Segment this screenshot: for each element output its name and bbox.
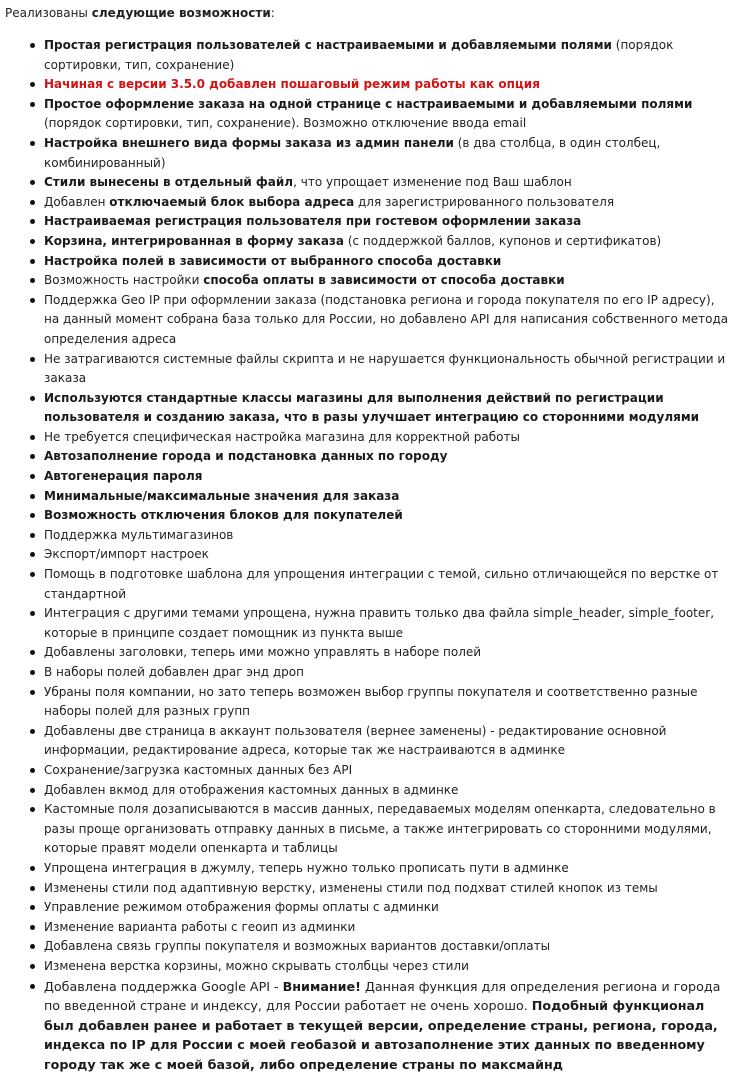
- bullet-icon: [30, 454, 35, 459]
- bullet-icon: [30, 533, 35, 538]
- feature-item: [26, 879, 731, 899]
- bullet-icon: [30, 611, 35, 616]
- feature-list: [26, 36, 731, 1074]
- feature-item: [26, 526, 731, 546]
- intro-text: [5, 5, 275, 21]
- feature-text: (в два столбца, в один столбец, комбинированный): [44, 136, 660, 170]
- feature-text: Добавлена поддержка Google API -: [44, 979, 283, 994]
- feature-text: Добавлены две страница в аккаунт пользователя (вернее заменены) - редактирование основной информации, редактирование адреса, которые так же настраиваются в админке: [44, 724, 666, 758]
- bullet-icon: [30, 494, 35, 499]
- feature-item: [26, 291, 731, 350]
- bullet-icon: [30, 670, 35, 675]
- bullet-icon: [30, 102, 35, 107]
- feature-item: [26, 859, 731, 879]
- feature-item: [26, 134, 731, 173]
- feature-item: [26, 604, 731, 643]
- bullet-icon: [30, 298, 35, 303]
- feature-item: [26, 918, 731, 938]
- feature-text: Изменена верстка корзины, можно скрывать столбцы через стили: [44, 959, 469, 973]
- feature-item: [26, 173, 731, 193]
- intro-emphasis: следующие возможности: [92, 6, 271, 20]
- feature-item: [26, 36, 731, 75]
- feature-item: [26, 75, 731, 95]
- feature-text: Добавлен вкмод для отображения кастомных данных в админке: [44, 783, 458, 797]
- bullet-icon: [30, 768, 35, 773]
- feature-bold-text: Возможность отключения блоков для покупателей: [44, 508, 403, 522]
- feature-text: Добавлены заголовки, теперь ими можно управлять в наборе полей: [44, 645, 481, 659]
- feature-text: Управление режимом отображения формы оплаты с админки: [44, 900, 439, 914]
- feature-bold-text: Простая регистрация пользователей с настраиваемыми и добавляемыми полями: [44, 38, 612, 52]
- feature-item: [26, 683, 731, 722]
- bullet-icon: [30, 43, 35, 48]
- feature-text: Поддержка мультимагазинов: [44, 528, 233, 542]
- feature-bold-text: способа оплаты в зависимости от способа доставки: [203, 273, 564, 287]
- feature-item: [26, 271, 731, 291]
- feature-text: Не требуется специфическая настройка магазина для корректной работы: [44, 430, 520, 444]
- feature-bold-text: Автозаполнение города и подстановка данных по городу: [44, 449, 447, 463]
- feature-text: В наборы полей добавлен драг энд дроп: [44, 665, 304, 679]
- feature-item: [26, 663, 731, 683]
- feature-text: (порядок сортировки, тип, сохранение): [44, 38, 673, 72]
- bullet-icon: [30, 925, 35, 930]
- feature-item: [26, 722, 731, 761]
- feature-bold-text: Минимальные/максимальные значения для заказа: [44, 489, 399, 503]
- feature-item: [26, 487, 731, 507]
- feature-item: [26, 193, 731, 213]
- bullet-icon: [30, 650, 35, 655]
- bullet-icon: [30, 788, 35, 793]
- feature-highlight-text: Начиная с версии 3.5.0 добавлен пошаговый режим работы как опция: [44, 77, 540, 91]
- feature-text: Изменение варианта работы с геоип из админки: [44, 920, 355, 934]
- bullet-icon: [30, 219, 35, 224]
- bullet-icon: [30, 552, 35, 557]
- feature-bold-text: Автогенерация пароля: [44, 469, 203, 483]
- feature-text: Поддержка Geo IP при оформлении заказа (подстановка региона и города покупателя по его IP адресу), на данный момент собрана база только для России, но добавлено API для написания собственного метода определения адреса: [44, 293, 728, 346]
- bullet-icon: [30, 513, 35, 518]
- feature-item: [26, 761, 731, 781]
- feature-item: [26, 977, 731, 1074]
- bullet-icon: [30, 690, 35, 695]
- feature-item: [26, 447, 731, 467]
- bullet-icon: [30, 729, 35, 734]
- feature-item: [26, 957, 731, 977]
- feature-item: [26, 643, 731, 663]
- feature-item: [26, 252, 731, 272]
- feature-text: для зарегистрированного пользователя: [354, 195, 614, 209]
- bullet-icon: [30, 886, 35, 891]
- feature-text: Экспорт/импорт настроек: [44, 547, 209, 561]
- feature-item: [26, 800, 731, 859]
- bullet-icon: [30, 572, 35, 577]
- feature-item: [26, 232, 731, 252]
- feature-bold-text: Используются стандартные классы магазины для выполнения действий по регистрации пользователя и созданию заказа, что в разы улучшает интеграцию со сторонними модулями: [44, 391, 699, 425]
- feature-bold-text: Настройка полей в зависимости от выбранного способа доставки: [44, 254, 501, 268]
- feature-text: (порядок сортировки, тип, сохранение). Возможно отключение ввода email: [44, 116, 526, 130]
- feature-text: Возможность настройки: [44, 273, 203, 287]
- feature-item: [26, 428, 731, 448]
- feature-text: (с поддержкой баллов, купонов и сертификатов): [344, 234, 661, 248]
- bullet-icon: [30, 278, 35, 283]
- feature-text: Добавлена связь группы покупателя и возможных вариантов доставки/оплаты: [44, 939, 550, 953]
- bullet-icon: [30, 866, 35, 871]
- feature-bold-text: Настраиваемая регистрация пользователя при гостевом оформлении заказа: [44, 214, 581, 228]
- feature-item: [26, 467, 731, 487]
- feature-bold-text: Корзина, интегрированная в форму заказа: [44, 234, 344, 248]
- feature-text: Интеграция с другими темами упрощена, нужна править только два файла simple_header, simple_footer, которые в принципе создает помощник из пункта выше: [44, 606, 714, 640]
- bullet-icon: [30, 905, 35, 910]
- feature-bold-text: отключаемый блок выбора адреса: [109, 195, 354, 209]
- feature-item: [26, 389, 731, 428]
- feature-item: [26, 95, 731, 134]
- bullet-icon: [30, 82, 35, 87]
- feature-item: [26, 565, 731, 604]
- feature-text: Кастомные поля дозаписываются в массив данных, передаваемых моделям опенкарта, следовательно в разы проще организовать отправку данных в письме, а также интегрировать со сторонними модулями, которые правят модели опенкарта и таблицы: [44, 802, 716, 855]
- bullet-icon: [30, 180, 35, 185]
- feature-text: Сохранение/загрузка кастомных данных без API: [44, 763, 352, 777]
- feature-item: [26, 781, 731, 801]
- feature-item: [26, 898, 731, 918]
- feature-item: [26, 506, 731, 526]
- bullet-icon: [30, 435, 35, 440]
- feature-text: Данная функция для определения региона и города по введенной стране и индексу, для России работает не очень хорошо.: [44, 979, 720, 1014]
- feature-item: [26, 212, 731, 232]
- bullet-icon: [30, 259, 35, 264]
- feature-text: , что упрощает изменение под Ваш шаблон: [293, 175, 572, 189]
- feature-text: Не затрагиваются системные файлы скрипта и не нарушается функциональность обычной регистрации и заказа: [44, 352, 725, 386]
- feature-item: [26, 937, 731, 957]
- bullet-icon: [30, 474, 35, 479]
- feature-bold-text: Стили вынесены в отдельный файл: [44, 175, 293, 189]
- intro-suffix: :: [271, 6, 275, 20]
- feature-bold-text: Простое оформление заказа на одной странице с настраиваемыми и добавляемыми полями: [44, 97, 692, 111]
- bullet-icon: [30, 200, 35, 205]
- bullet-icon: [30, 807, 35, 812]
- bullet-icon: [30, 984, 35, 989]
- bullet-icon: [30, 396, 35, 401]
- bullet-icon: [30, 944, 35, 949]
- feature-text: Изменены стили под адаптивную верстку, изменены стили под подхват стилей кнопок из темы: [44, 881, 658, 895]
- bullet-icon: [30, 964, 35, 969]
- feature-bold-text: Внимание!: [283, 979, 361, 994]
- feature-text: Добавлен: [44, 195, 109, 209]
- feature-item: [26, 350, 731, 389]
- bullet-icon: [30, 239, 35, 244]
- feature-item: [26, 545, 731, 565]
- bullet-icon: [30, 357, 35, 362]
- feature-text: Упрощена интеграция в джумлу, теперь нужно только прописать пути в админке: [44, 861, 569, 875]
- bullet-icon: [30, 141, 35, 146]
- feature-bold-text: Настройка внешнего вида формы заказа из админ панели: [44, 136, 454, 150]
- feature-bold-text: Подобный функционал был добавлен ранее и работает в текущей версии, определение страны, региона, города, индекса по IP для России с моей геобазой и автозаполнение этих данных по введенному городу так же с моей базой, либо определение страны по максмайнд: [44, 998, 718, 1072]
- feature-text: Помощь в подготовке шаблона для упрощения интеграции с темой, сильно отличающейся по верстке от стандартной: [44, 567, 718, 601]
- feature-text: Убраны поля компании, но зато теперь возможен выбор группы покупателя и соответственно разные наборы полей для разных групп: [44, 685, 697, 719]
- intro-prefix: Реализованы: [5, 6, 92, 20]
